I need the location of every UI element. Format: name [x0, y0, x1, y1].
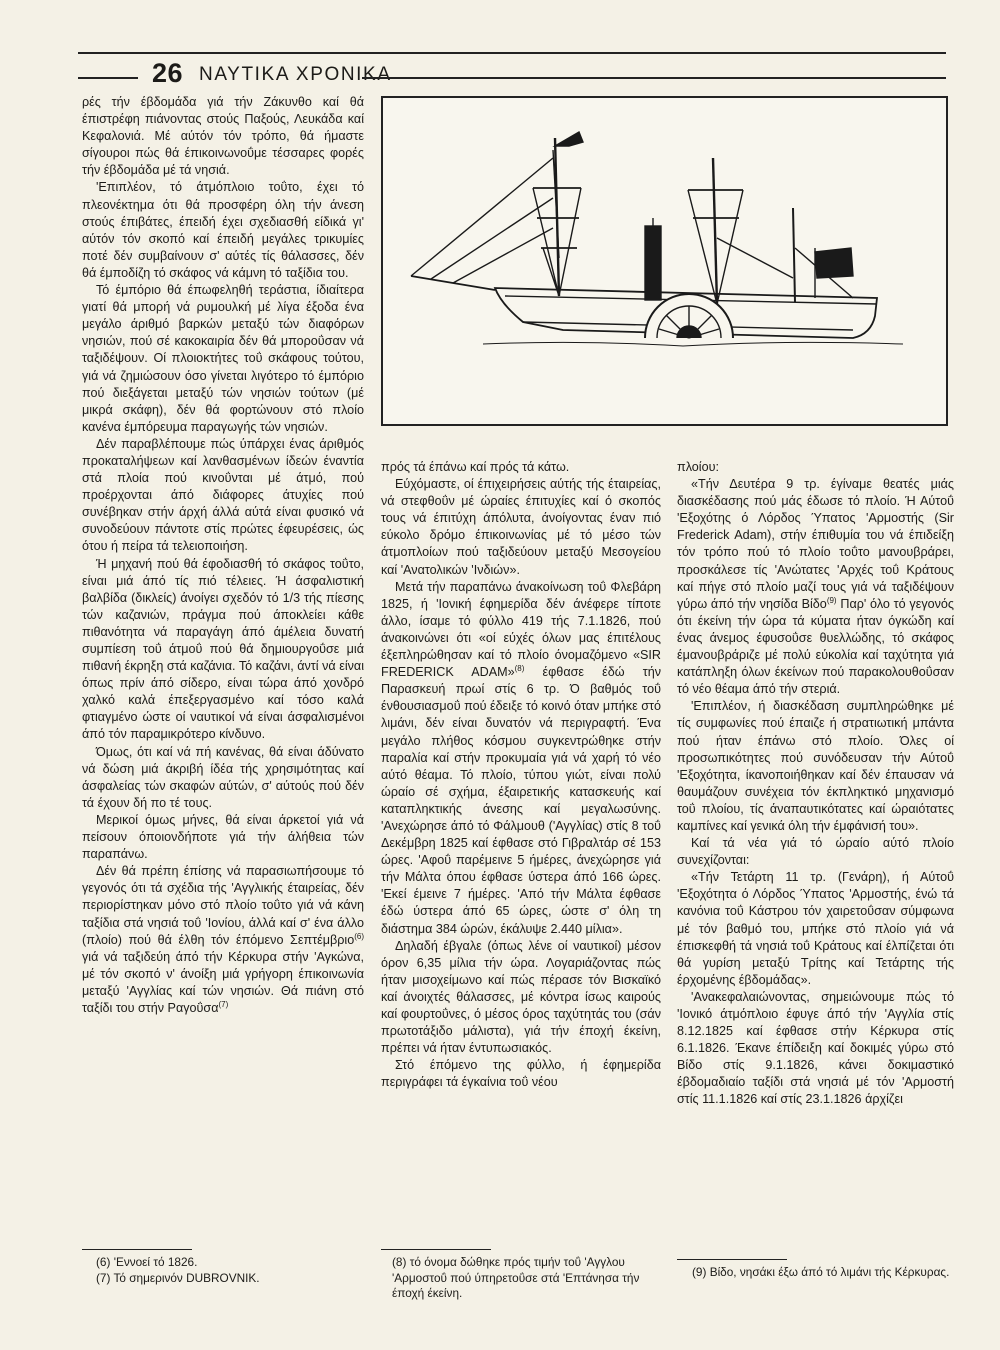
footnote: (6) 'Εννοεί τό 1826.: [96, 1255, 198, 1269]
paragraph-text: Δέν θά πρέπη έπίσης νά παρασιωπήσουμε τό γεγονός ότι τά σχέδια τής 'Αγγλικής έταιρείας, δέν περιορίστηκαν μόνο στό πλοίο τοΰτο γιά νά κάνη ταξίδια στά νησιά τοΰ 'Ιονίου, άλλά καί σ' ένα άλλο (πλοίο) πού θά έλθη τόν έπόμενο Σεπτέμβριο: [82, 864, 364, 947]
paragraph: Μερικοί όμως μήνες, θά είναι άρκετοί γιά νά πείσουν όποιονδήποτε γιά τήν άλήθεια τών παραπάνω.: [82, 812, 364, 862]
footnotes-column-2: [392, 1255, 660, 1302]
paragraph: [677, 476, 954, 698]
text-column-3: [677, 459, 954, 1109]
footnotes-column-3: [692, 1265, 954, 1281]
paragraph: 'Επιπλέον, τό άτμόπλοιο τοΰτο, έχει τό πλεονέκτημα ότι θά προσφέρη όλη τήν άνεση στούς έπιβάτες, έπειδή έχει σχεδιασθή είδικά γι' αύτόν τόν σκοπό καί έπειδή μεγάλες τρικυμίες ποτέ δέν συμβαίνουν σ' αύτές τίς θάλασσες, δέν θά έμποδίζη τό σκάφος νά κάμνη τό ταξίδια του.: [82, 180, 364, 280]
footnote: (8) τό όνομα δώθηκε πρός τιμήν τοΰ 'Αγγλου 'Αρμοστοΰ πού ύπηρετοΰσε στά 'Επτάνησα τήν έποχή έκείνη.: [392, 1255, 640, 1300]
text-column-2: [381, 459, 661, 1091]
footnote-ref: (6): [354, 931, 364, 941]
paragraph: Όμως, ότι καί νά πή κανένας, θά είναι άδύνατο νά δώση μιά άκριβή ίδέα τής χρησιμότητας καί άσφαλείας τών σκαφών αύτών, σ' αύτούς πού δέν τά έχουν δή πο τέ τους.: [82, 744, 364, 810]
journal-title: ΝΑΥΤΙΚΑ ΧΡΟΝΙΚΑ: [199, 64, 392, 85]
footnote: (9) Βίδο, νησάκι έξω άπό τό λιμάνι τής Κέρκυρας.: [692, 1265, 950, 1279]
paragraph: πρός τά έπάνω καί πρός τά κάτω.: [381, 460, 570, 474]
footnote-ref: (9): [826, 595, 837, 605]
paragraph: 'Ανακεφαλαιώνοντας, σημειώνουμε πώς τό 'Ιονικό άτμόπλοιο έφυγε άπό τήν 'Αγγλία στίς 8.12.1825 καί έφθασε στήν Κέρκυρα στίς 6.1.1826. Έκανε έπίδειξη καί δοκιμές γύρω στό Βίδο στίς 9.1.1826, κάνει δοκιμαστικό έβδομαδιαίο ταξίδι στά νησιά μέ τόν 'Αρμοστή στίς 11.1.1826 καί στίς 23.1.1826 άρχίζει: [677, 989, 954, 1107]
footnote-rule: [82, 1249, 192, 1250]
paragraph-text: Παρ' όλο τό γεγονός ότι έκείνη τήν ώρα τά κύματα ήταν όγκώδη καί ένας άνεμος έφυσοΰσε θυελλώδης, τό σκάφος έμανουβράριζε μέ πολύ εύκολία καί ταχύτητα γιά κατάπληξη όλων έκείνων πού παρακολουθοΰσαν τό νέο θέαμα άπό τήν στεριά.: [677, 596, 954, 697]
paragraph: Δηλαδή έβγαλε (όπως λένε οί ναυτικοί) μέσον όρον 6,35 μίλια τήν ώρα. Λογαριάζοντας πώς ήταν μισοχείμωνο καί πώς πέρασε τόν Βισκαϊκό καί άνοιχτές θάλασσες, μέ κόντρα ίσως καιρούς καί φουρτοΰνες, ό μέσος όρος ταχύτητάς του (σάν πρωτοτάξιδο μάλιστα), γιά τήν έποχή έκείνη, πρέπει νά ήταν έντυπωσιακός.: [381, 938, 661, 1056]
ship-illustration: [381, 96, 948, 426]
footnotes-column-1: [96, 1255, 366, 1286]
paragraph: Καί τά νέα γιά τό ώραίο αύτό πλοίο συνεχίζονται:: [677, 836, 954, 868]
footnote-rule: [381, 1249, 491, 1250]
paragraph: Τό έμπόριο θά έπωφεληθή τεράστια, ίδιαίτερα γιατί θά μπορή νά ρυμουλκή μέ λίγα έξοδα ένα μεγάλο άριθμό βαρκών μεταξύ τών διαφόρων νησιών, πού σέ κακοκαιρία δέν θά μποροΰσαν νά ταξιδέψουν. Οί πλοιοκτήτες τοΰ σκάφους τούτου, γιά νά ζημιώσουν όσο γίνεται λιγότερο τό έμπόριο πού διεξάγεται μεταξύ τών νησιών τούτων (μέ μικρά σκάφη), δέν θά φορτώνουν στό πλοίο κανένα έμπόρευμα παραγωγής τών νησιών.: [82, 283, 364, 434]
header-top-rule: [78, 52, 946, 54]
paragraph-text: έφθασε έδώ τήν Παρασκευή πρωί στίς 6 τρ. Ό βαθμός τοΰ ένθουσιασμοΰ πού έδειξε τό κοινό όταν μπήκε στό λιμάνι, δέν είναι δυνατόν νά περιγραφτή. Ένα μεγάλο πλήθος κόσμου συγκεντρώθηκε στήν παραλία καί στήν προκυμαία γιά νά χαρή τό νέο αύτό θέαμα. Τό πλοίο, τύπου γιώτ, είναι πολύ ώραίο σέ σχήμα, έξαιρετικής κατασκευής καί καταπληκτικής άνεσης καί μεγαλωσύνης. 'Ανεχώρησε άπό τό Φάλμουθ ('Αγγλίας) στίς 8 τοΰ Δεκέμβρη 1825 καί έφθασε στό Γιβραλτάρ σέ 153 ώρες. 'Αφοΰ παρέμεινε 5 ήμέρες, άνεχώρησε γιά τήν Μάλτα όπου έφθασε ύστερα άπό 166 ώρες. 'Εκεί έμεινε 7 ήμέρες. 'Από τήν Μάλτα έφθασε έδώ ύστερα άπό 65 ώρες, ώστε σ' όλη τη διάστημα 384 ώρών, έκάλυψε 2.440 μίλια».: [381, 665, 661, 936]
footnote-ref: (8): [514, 663, 525, 673]
paragraph: ρές τήν έβδομάδα γιά τήν Ζάκυνθο καί θά έπιστρέφη πιάνοντας στούς Παξούς, Λευκάδα καί Κεφαλονιά. Μέ αύτόν τόν τρόπο, θά ήμαστε σίγουροι πώς θά έπικοινωνοΰμε τέσσαρες φορές τήν έβδομάδα μέ τά νησιά.: [82, 95, 364, 178]
header-rule-left: [78, 77, 138, 79]
paragraph-text: «Τήν Δευτέρα 9 τρ. έγίναμε θεατές μιάς διασκέδασης πού μάς έδωσε τό πλοίο. Ή Αύτοΰ 'Εξοχότης ό Λόρδος Ύπατος 'Αρμοστής (Sir Frederick Adam), στήν έπιθυμία του νά έπιδείξη τόν τρόπο πού τό πλοίο τοΰτο μανουβράρει, προσκάλεσε τίς 'Ανώτατες 'Αρχές τοΰ Κράτους καί πήγε στό πλοίο μαζί τους γιά νά ταξιδέψουν γύρω άπό τήν νησίδα Βίδο: [677, 477, 954, 611]
paragraph: [381, 579, 661, 938]
footnote-rule: [677, 1259, 787, 1260]
footnote: (7) Τό σημερινόν DUBROVNIK.: [96, 1270, 260, 1285]
paragraph: Στό έπόμενο της φύλλο, ή έφημερίδα περιγράφει τά έγκαίνια τοΰ νέου: [381, 1058, 661, 1090]
page-number: 26: [152, 58, 184, 88]
header-rule-right: [362, 77, 946, 79]
paragraph-text: γιά νά ταξιδεύη άπό τήν Κέρκυρα στήν 'Αγκώνα, μέ τόν σκοπό ν' άνοίξη μιά γρήγορη έπικοινωνία μεταξύ 'Αγγλίας καί τών νησιών. Θά πιάνη στό ταξίδι του στήν Ραγοΰσα: [82, 949, 364, 1015]
paragraph: Εύχόμαστε, οί έπιχειρήσεις αύτής τής έταιρείας, νά στεφθοΰν μέ ώραίες έπιτυχίες καί ό σκοπός τους νά έπιτύχη άπόλυτα, άνοίγοντας έναν πιό εύκολο δρόμο έπικοινωνίας μέ τό μέσο τών άτμοπλοίων πού ταξιδεύουν μεταξύ Μεσογείου καί 'Ανατολικών 'Ινδιών».: [381, 477, 661, 577]
paragraph: πλοίου:: [677, 460, 719, 474]
paragraph-text: Μετά τήν παραπάνω άνακοίνωση τοΰ Φλεβάρη 1825, ή 'Ιονική έφημερίδα δέν άνέφερε τίποτε άλλο, ίσαμε τό φύλλο 419 τής 7.1.1826, πού άνακοινώνει ότι «οί εύχές όλων μας έπιτέλους έξεπληρώθησαν καί τό πλοίο όνομαζόμενο «SIR FREDERICK ADAM»: [381, 579, 661, 680]
text-column-1: [82, 94, 364, 1017]
paddle-steamer-drawing: [383, 98, 946, 424]
paragraph: Ή μηχανή πού θά έφοδιασθή τό σκάφος τοΰτο, είναι μιά άπό τίς πιό τέλειες. Ή άσφαλιστική βαλβίδα (δικλείς) άνοίγει σχεδόν τό 1/3 τής πίεσης τών καζανιών, πράγμα πού άποκλείει κάθε πιθανότητα νά παραγάγη άπό άμέλεια δυνατή συμπίεση τοΰ άτμοΰ πού θά δημιουργοΰσε μιά πιθανή έκρηξη στά καζάνια. Τό καζάνι, άντί νά είναι όπως πρίν άπό σίδερο, είναι τώρα άπό χονδρό χαλκό καλά έπεξεργασμένο καί τόσο καλά φτιαγμένο ώστε οί ναυτικοί νά είναι άσφαλισμένοι άπό τόν παραμικρότερο κίνδυνο.: [82, 556, 364, 742]
paragraph: 'Επιπλέον, ή διασκέδαση συμπληρώθηκε μέ τίς συμφωνίες πού έπαιζε ή στρατιωτική μπάντα πού ήταν έπάνω στό πλοίο. Όλες οί προσωπικότητες πού συνόδευσαν τήν Αύτοΰ 'Εξοχότητα, ίκανοποιήθηκαν καί δέν έπαυσαν νά θαυμάζουν συνέχεια τόν έκπληκτικό μηχανισμό τοΰ πλοίου, τίς άναπαυτικότατες καί ώραιότατες καμπίνες καί γενικά όλη τήν έμφάνισή του».: [677, 699, 954, 833]
footnote-ref: (7): [218, 999, 229, 1009]
paragraph: Δέν παραβλέπουμε πώς ύπάρχει ένας άριθμός προκαταλήψεων καί λανθασμένων ίδεών έναντία στά πλοία πού κινοΰνται μέ άτμό, πού προέρχονται άπό διάφορες άτυχίες πού συνέβηκαν στήν άρχή άλλά αύτά είναι φυσικό νά συνοδεύουν πάντοτε στίς πρώτες έφευρέσεις, ώς ότου ή πείρα τά τελειοποιήση.: [82, 436, 364, 554]
paragraph: «Τήν Τετάρτη 11 τρ. (Γενάρη), ή Αύτοΰ 'Εξοχότητα ό Λόρδος Ύπατος 'Αρμοστής, ένώ τά κανόνια τοΰ Κάστρου τόν χαιρετοΰσαν σύμφωνα μέ τόν βαθμό του, μπήκε στό πλοίο γιά νά έπισκεφθή τά νησιά τοΰ Κράτους καί έλπίζεται ότι θά γυρίση μεταξύ Τρίτης καί Τετάρτης τής έρχομένης έβδομάδας».: [677, 870, 954, 987]
paragraph: [82, 863, 364, 1017]
